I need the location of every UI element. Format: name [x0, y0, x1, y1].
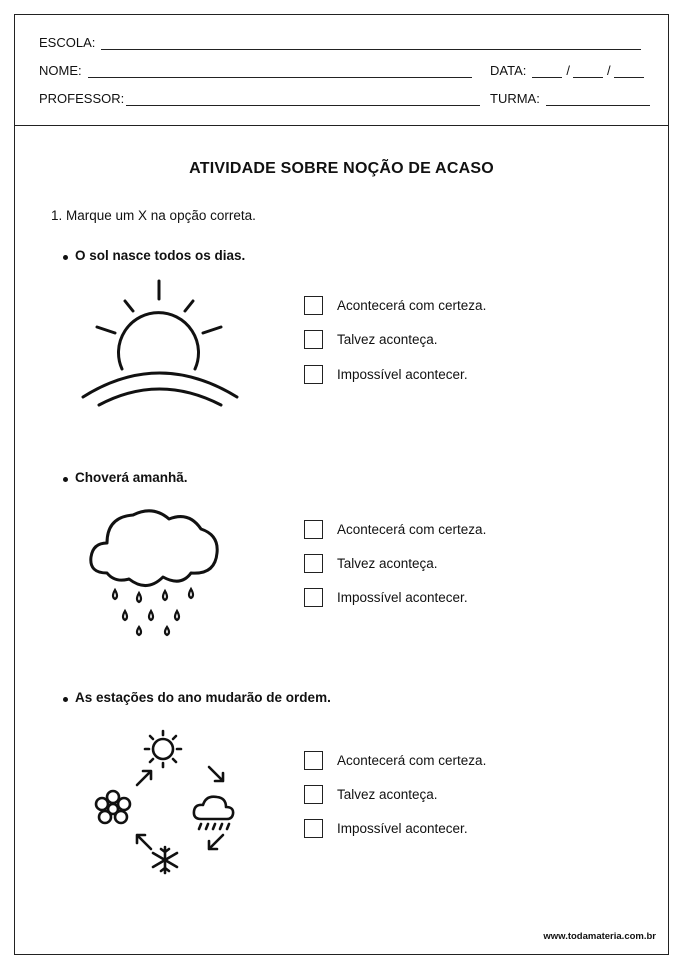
option-label: Acontecerá com certeza. [337, 298, 487, 313]
question-3-title: As estações do ano mudarão de ordem. [75, 690, 331, 705]
bullet [63, 477, 68, 482]
checkbox[interactable] [304, 365, 323, 384]
date-year-field[interactable] [614, 76, 644, 78]
worksheet [14, 14, 669, 955]
checkbox[interactable] [304, 330, 323, 349]
option-row [304, 819, 468, 838]
checkbox[interactable] [304, 588, 323, 607]
sunrise-icon [77, 277, 247, 407]
date-separator: / [566, 63, 570, 78]
option-row [304, 330, 438, 349]
checkbox[interactable] [304, 819, 323, 838]
option-row [304, 365, 468, 384]
date-month-field[interactable] [573, 76, 603, 78]
option-row [304, 751, 486, 770]
date-label: DATA: [490, 63, 527, 78]
option-label: Acontecerá com certeza. [337, 753, 487, 768]
school-field[interactable] [101, 48, 641, 50]
bullet [63, 697, 68, 702]
teacher-field[interactable] [126, 104, 480, 106]
option-row [304, 554, 438, 573]
name-field[interactable] [88, 76, 472, 78]
checkbox[interactable] [304, 554, 323, 573]
teacher-row [39, 91, 480, 106]
teacher-label: PROFESSOR: [39, 91, 125, 106]
option-label: Acontecerá com certeza. [337, 522, 487, 537]
option-label: Impossível acontecer. [337, 821, 468, 836]
footer-url: www.todamateria.com.br [543, 931, 656, 942]
option-label: Talvez aconteça. [337, 332, 438, 347]
class-label: TURMA: [490, 91, 540, 106]
name-label: NOME: [39, 63, 82, 78]
seasons-cycle-icon [89, 727, 239, 877]
question-2-title: Choverá amanhã. [75, 470, 188, 485]
instruction: 1. Marque um X na opção correta. [51, 208, 256, 223]
name-row [39, 63, 472, 78]
checkbox[interactable] [304, 785, 323, 804]
school-label: ESCOLA: [39, 35, 96, 50]
date-separator: / [606, 63, 611, 78]
question-1-title: O sol nasce todos os dias. [75, 248, 246, 263]
option-row [304, 588, 468, 607]
rain-cloud-icon [85, 503, 225, 638]
option-label: Talvez aconteça. [337, 556, 438, 571]
page-title: ATIVIDADE SOBRE NOÇÃO DE ACASO [189, 160, 494, 177]
checkbox[interactable] [304, 751, 323, 770]
header-section [15, 15, 668, 126]
date-day-field[interactable] [532, 76, 562, 78]
checkbox[interactable] [304, 296, 323, 315]
option-row [304, 296, 486, 315]
option-label: Talvez aconteça. [337, 787, 438, 802]
school-row [39, 35, 641, 50]
checkbox[interactable] [304, 520, 323, 539]
bullet [63, 255, 68, 260]
option-row [304, 785, 438, 804]
option-row [304, 520, 486, 539]
class-row [490, 91, 650, 106]
class-field[interactable] [546, 104, 650, 106]
option-label: Impossível acontecer. [337, 590, 468, 605]
date-row [490, 63, 644, 78]
option-label: Impossível acontecer. [337, 367, 468, 382]
